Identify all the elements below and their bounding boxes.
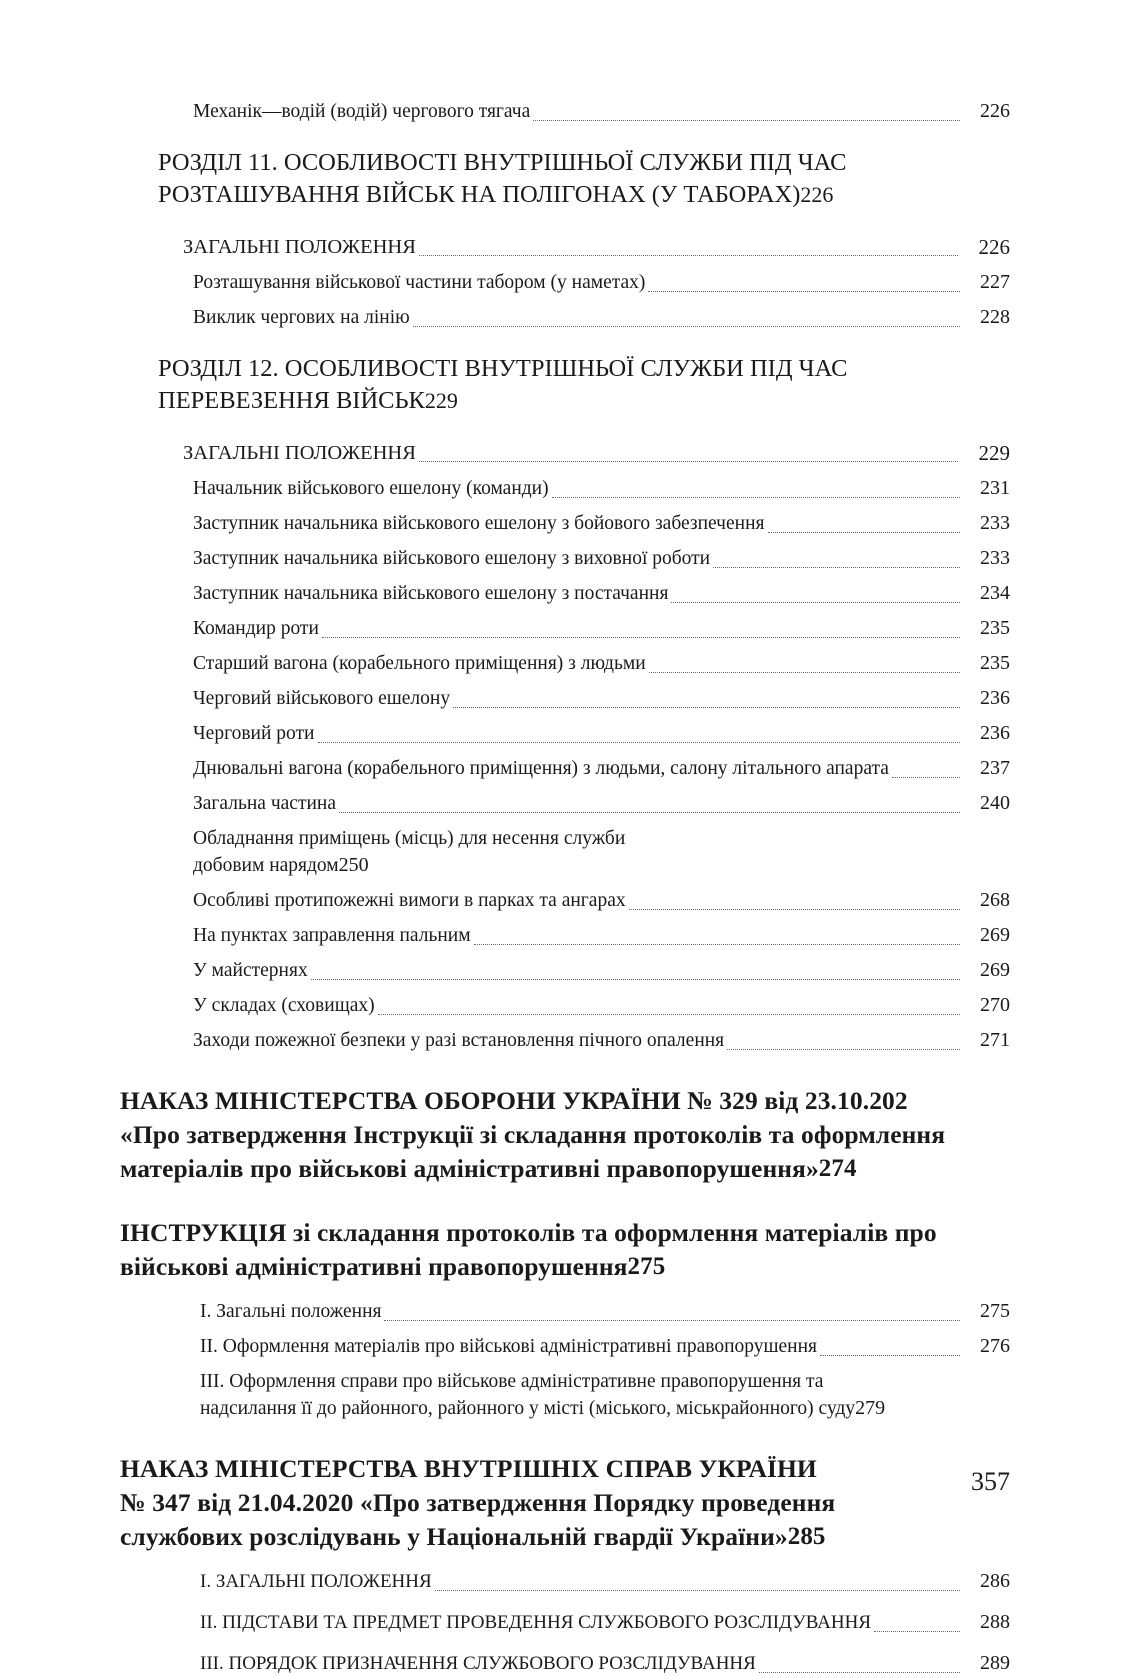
spacer [0,331,1142,353]
spacer [0,677,1142,685]
spacer [0,211,1142,233]
toc-entry-instr-i-zagalni[interactable] [200,1298,1142,1325]
spacer [0,1360,1142,1368]
toc-entry-title: військові адміністративні правопорушення [120,1252,628,1281]
spacer [0,607,1142,615]
toc-entry-title: Черговий військового ешелону [193,688,451,709]
toc-entry-title: ЗАГАЛЬНІ ПОЛОЖЕННЯ [183,442,416,464]
dot-leader [713,566,960,568]
toc-entry-zahody-pozhezhnoyi-bezpeky[interactable] [193,1027,1142,1054]
spacer [0,1636,1142,1650]
toc-entry-last-line [193,852,1010,879]
toc-entry-nguu-ii-pidstavy[interactable] [200,1609,1142,1636]
dot-leader [759,1671,960,1673]
toc-entry-title: У майстернях [193,960,308,981]
toc-entry-mechanik-vodiy[interactable] [193,98,1142,125]
toc-entry-title-line: «Про затвердження Інструкції зі складання протоколів та оформлення [120,1120,946,1149]
toc-entry-page-number: 268 [980,889,1010,911]
toc-entry-last-line [120,1250,1010,1284]
toc-entry-roztashuvannya-taborom[interactable] [193,269,1142,296]
toc-entry-page-number: 274 [818,1155,857,1182]
dot-leader [419,254,958,256]
toc-entry-title: РОЗТАШУВАННЯ ВІЙСЬК НА ПОЛІГОНАХ (У ТАБОРАХ) [158,181,801,208]
toc-entry-zagalni-polozhennya-12[interactable] [183,439,1142,467]
dot-leader [339,811,960,813]
toc-entry-page-number: 285 [787,1523,826,1550]
toc-entry-page-number: 233 [980,547,1010,569]
dot-leader [453,706,960,708]
toc-entry-nguu-iii-poryadok[interactable] [200,1650,1142,1677]
toc-entry-nguu-i-zagalni[interactable] [200,1568,1142,1595]
toc-entry-page-number: 288 [980,1611,1010,1633]
toc-entry-title: Черговий роти [193,723,315,744]
toc-entry-zastupnyk-boyovogo[interactable] [193,510,1142,537]
spacer [0,1284,1142,1298]
spacer [0,502,1142,510]
toc-entry-title: ПЕРЕВЕЗЕННЯ ВІЙСЬК [158,387,425,414]
toc-entry-title: матеріалів про військові адміністративні правопорушення» [120,1154,819,1183]
toc-entry-zastupnyk-postachannya[interactable] [193,580,1142,607]
dot-leader [533,119,960,121]
toc-entry-title: Заходи пожежної безпеки у разі встановлення пічного опалення [193,1030,725,1051]
spacer [0,747,1142,755]
toc-entry-title: надсилання її до районного, районного у місті (міського, міськрайонного) суду [200,1398,856,1419]
toc-entry-page-number: 279 [855,1397,886,1419]
toc-entry-last-line [158,385,1010,417]
spacer [0,949,1142,957]
toc-entry-chergovyi-roty[interactable] [193,720,1142,747]
toc-entry-title: Заступник начальника військового ешелону з бойового забезпечення [193,513,765,534]
toc-entry-nachalnyk-eshelonu[interactable] [193,475,1142,502]
toc-entry-dnyuvalni-vagona[interactable] [193,755,1142,782]
spacer [0,914,1142,922]
toc-entry-title: Заступник начальника військового ешелону з виховної роботи [193,548,711,569]
toc-entry-page-number: 236 [980,687,1010,709]
toc-entry-title: Механік—водій (водій) чергового тягача [193,101,531,122]
dot-leader [311,978,960,980]
dot-leader [648,290,960,292]
spacer [0,572,1142,580]
toc-entry-title-line: РОЗДІЛ 12. ОСОБЛИВОСТІ ВНУТРІШНЬОЇ СЛУЖБИ ПІД ЧАС [158,355,848,382]
toc-entry-na-punktah-zapravlennya[interactable] [193,922,1142,949]
dot-leader [318,741,961,743]
toc-entry-page-number: 229 [424,388,458,413]
toc-entry-page-number: 229 [978,441,1010,465]
spacer [0,879,1142,887]
toc-entry-title-line: НАКАЗ МІНІСТЕРСТВА ОБОРОНИ УКРАЇНИ № 329 від 23.10.202 [120,1086,908,1115]
toc-entry-title: Особливі протипожежні вимоги в парках та ангарах [193,890,626,911]
toc-entry-title-line: Обладнання приміщень (місць) для несення служби [193,828,626,849]
table-of-contents [0,98,1142,1677]
toc-entry-title: Заступник начальника військового ешелону з постачання [193,583,669,604]
toc-entry-starshyi-vagona[interactable] [193,650,1142,677]
toc-entry-title: ЗАГАЛЬНІ ПОЛОЖЕННЯ [183,236,416,258]
toc-entry-page-number: 235 [980,617,1010,639]
toc-entry-title: II. ПІДСТАВИ ТА ПРЕДМЕТ ПРОВЕДЕННЯ СЛУЖБОВОГО РОЗСЛІДУВАННЯ [200,1612,872,1633]
toc-entry-page-number: 236 [980,722,1010,744]
toc-entry-title: На пунктах заправлення пальним [193,925,471,946]
page-folio-number: 357 [971,1467,1010,1496]
toc-entry-u-skladah[interactable] [193,992,1142,1019]
toc-entry-page-number: 269 [980,924,1010,946]
spacer [0,984,1142,992]
toc-entry-chergovyi-eshelonu[interactable] [193,685,1142,712]
toc-entry-page-number: 233 [980,512,1010,534]
spacer [0,1019,1142,1027]
toc-entry-page-number: 250 [338,854,369,876]
toc-entry-page-number: 237 [980,757,1010,779]
toc-entry-title-line: III. Оформлення справи про військове адміністративне правопорушення та [200,1371,824,1392]
spacer [0,1422,1142,1452]
spacer [0,1186,1142,1216]
dot-leader [892,776,960,778]
toc-entry-title: Старший вагона (корабельного приміщення) з людьми [193,653,646,674]
toc-entry-last-line [120,1520,1010,1554]
toc-entry-page-number: 226 [980,100,1010,122]
toc-entry-page-number: 276 [980,1335,1010,1357]
toc-entry-komandyr-roty[interactable] [193,615,1142,642]
toc-entry-last-line [120,1152,1010,1186]
toc-entry-page-number: 289 [980,1652,1010,1674]
toc-entry-title-line: РОЗДІЛ 11. ОСОБЛИВОСТІ ВНУТРІШНЬОЇ СЛУЖБИ ПІД ЧАС [158,149,847,176]
toc-entry-title: У складах (сховищах) [193,995,375,1016]
spacer [0,1325,1142,1333]
toc-entry-zagalni-polozhennya-11[interactable] [183,233,1142,261]
dot-leader [874,1630,960,1632]
dot-leader [474,943,960,945]
toc-entry-page-number: 240 [980,792,1010,814]
dot-leader [384,1319,960,1321]
toc-entry-last-line [200,1395,1010,1422]
dot-leader [552,496,960,498]
spacer [0,782,1142,790]
toc-entry-zastupnyk-vyhovnoyi[interactable] [193,545,1142,572]
toc-entry-page-number: 271 [980,1029,1010,1051]
toc-entry-vyklyk-chergovyh[interactable] [193,304,1142,331]
toc-entry-last-line [158,179,1010,211]
toc-entry-title: службових розслідувань у Національній гвардії України» [120,1522,788,1551]
toc-entry-page-number: 228 [980,306,1010,328]
toc-entry-title: Виклик чергових на лінію [193,307,410,328]
toc-entry-u-maysternyah[interactable] [193,957,1142,984]
toc-entry-title: I. Загальні положення [200,1301,382,1322]
dot-leader [671,601,960,603]
toc-entry-page-number: 270 [980,994,1010,1016]
toc-entry-rozdil-11[interactable] [158,147,1142,211]
dot-leader [629,908,960,910]
spacer [0,817,1142,825]
dot-leader [322,636,960,638]
toc-entry-title: Начальник військового ешелону (команди) [193,478,549,499]
toc-entry-page-number: 286 [980,1570,1010,1592]
dot-leader [727,1048,960,1050]
toc-entry-page-number: 275 [980,1300,1010,1322]
toc-entry-title-line: № 347 від 21.04.2020 «Про затвердження Порядку проведення [120,1488,836,1517]
spacer [0,642,1142,650]
toc-entry-page-number: 275 [627,1253,666,1280]
toc-entry-obladnannya-prymishchen[interactable] [193,825,1142,879]
toc-entry-page-number: 231 [980,477,1010,499]
spacer [0,125,1142,147]
toc-entry-page-number: 226 [978,235,1010,259]
toc-entry-title: Командир роти [193,618,319,639]
dot-leader [435,1589,960,1591]
spacer [0,417,1142,439]
spacer [0,296,1142,304]
dot-leader [413,325,960,327]
toc-entry-instr-iii-oformlennya-spravy[interactable] [200,1368,1142,1422]
toc-entry-title: Розташування військової частини табором (у наметах) [193,272,646,293]
toc-entry-title-line: ІНСТРУКЦІЯ зі складання протоколів та оформлення матеріалів про [120,1218,937,1247]
toc-entry-page-number: 235 [980,652,1010,674]
spacer [0,467,1142,475]
toc-entry-rozdil-12[interactable] [158,353,1142,417]
toc-entry-page-number: 227 [980,271,1010,293]
toc-entry-title-line: НАКАЗ МІНІСТЕРСТВА ВНУТРІШНІХ СПРАВ УКРАЇНИ [120,1454,817,1483]
dot-leader [378,1013,960,1015]
spacer [0,712,1142,720]
spacer [0,1595,1142,1609]
toc-entry-title: III. ПОРЯДОК ПРИЗНАЧЕННЯ СЛУЖБОВОГО РОЗСЛІДУВАННЯ [200,1653,756,1674]
toc-entry-title: Загальна частина [193,793,337,814]
dot-leader [768,531,961,533]
toc-entry-zagalna-chastyna[interactable] [193,790,1142,817]
toc-entry-instrukciya-protokoly[interactable] [120,1216,1142,1284]
spacer [0,537,1142,545]
toc-entry-instr-ii-oformlennya[interactable] [200,1333,1142,1360]
dot-leader [820,1354,960,1356]
toc-entry-page-number: 269 [980,959,1010,981]
toc-entry-osoblyvi-protypozhezhni[interactable] [193,887,1142,914]
toc-entry-page-number: 234 [980,582,1010,604]
spacer [0,1054,1142,1084]
spacer [0,261,1142,269]
spacer [0,1554,1142,1568]
toc-entry-title: I. ЗАГАЛЬНІ ПОЛОЖЕННЯ [200,1571,432,1592]
toc-entry-page-number: 226 [800,182,834,207]
dot-leader [419,460,958,462]
toc-entry-title: Днювальні вагона (корабельного приміщення) з людьми, салону літального апарата [193,758,889,779]
toc-entry-title: добовим нарядом [193,855,339,876]
toc-entry-title: II. Оформлення матеріалів про військові адміністративні правопорушення [200,1336,818,1357]
dot-leader [649,671,960,673]
toc-entry-nakaz-oborony-329[interactable] [120,1084,1142,1186]
